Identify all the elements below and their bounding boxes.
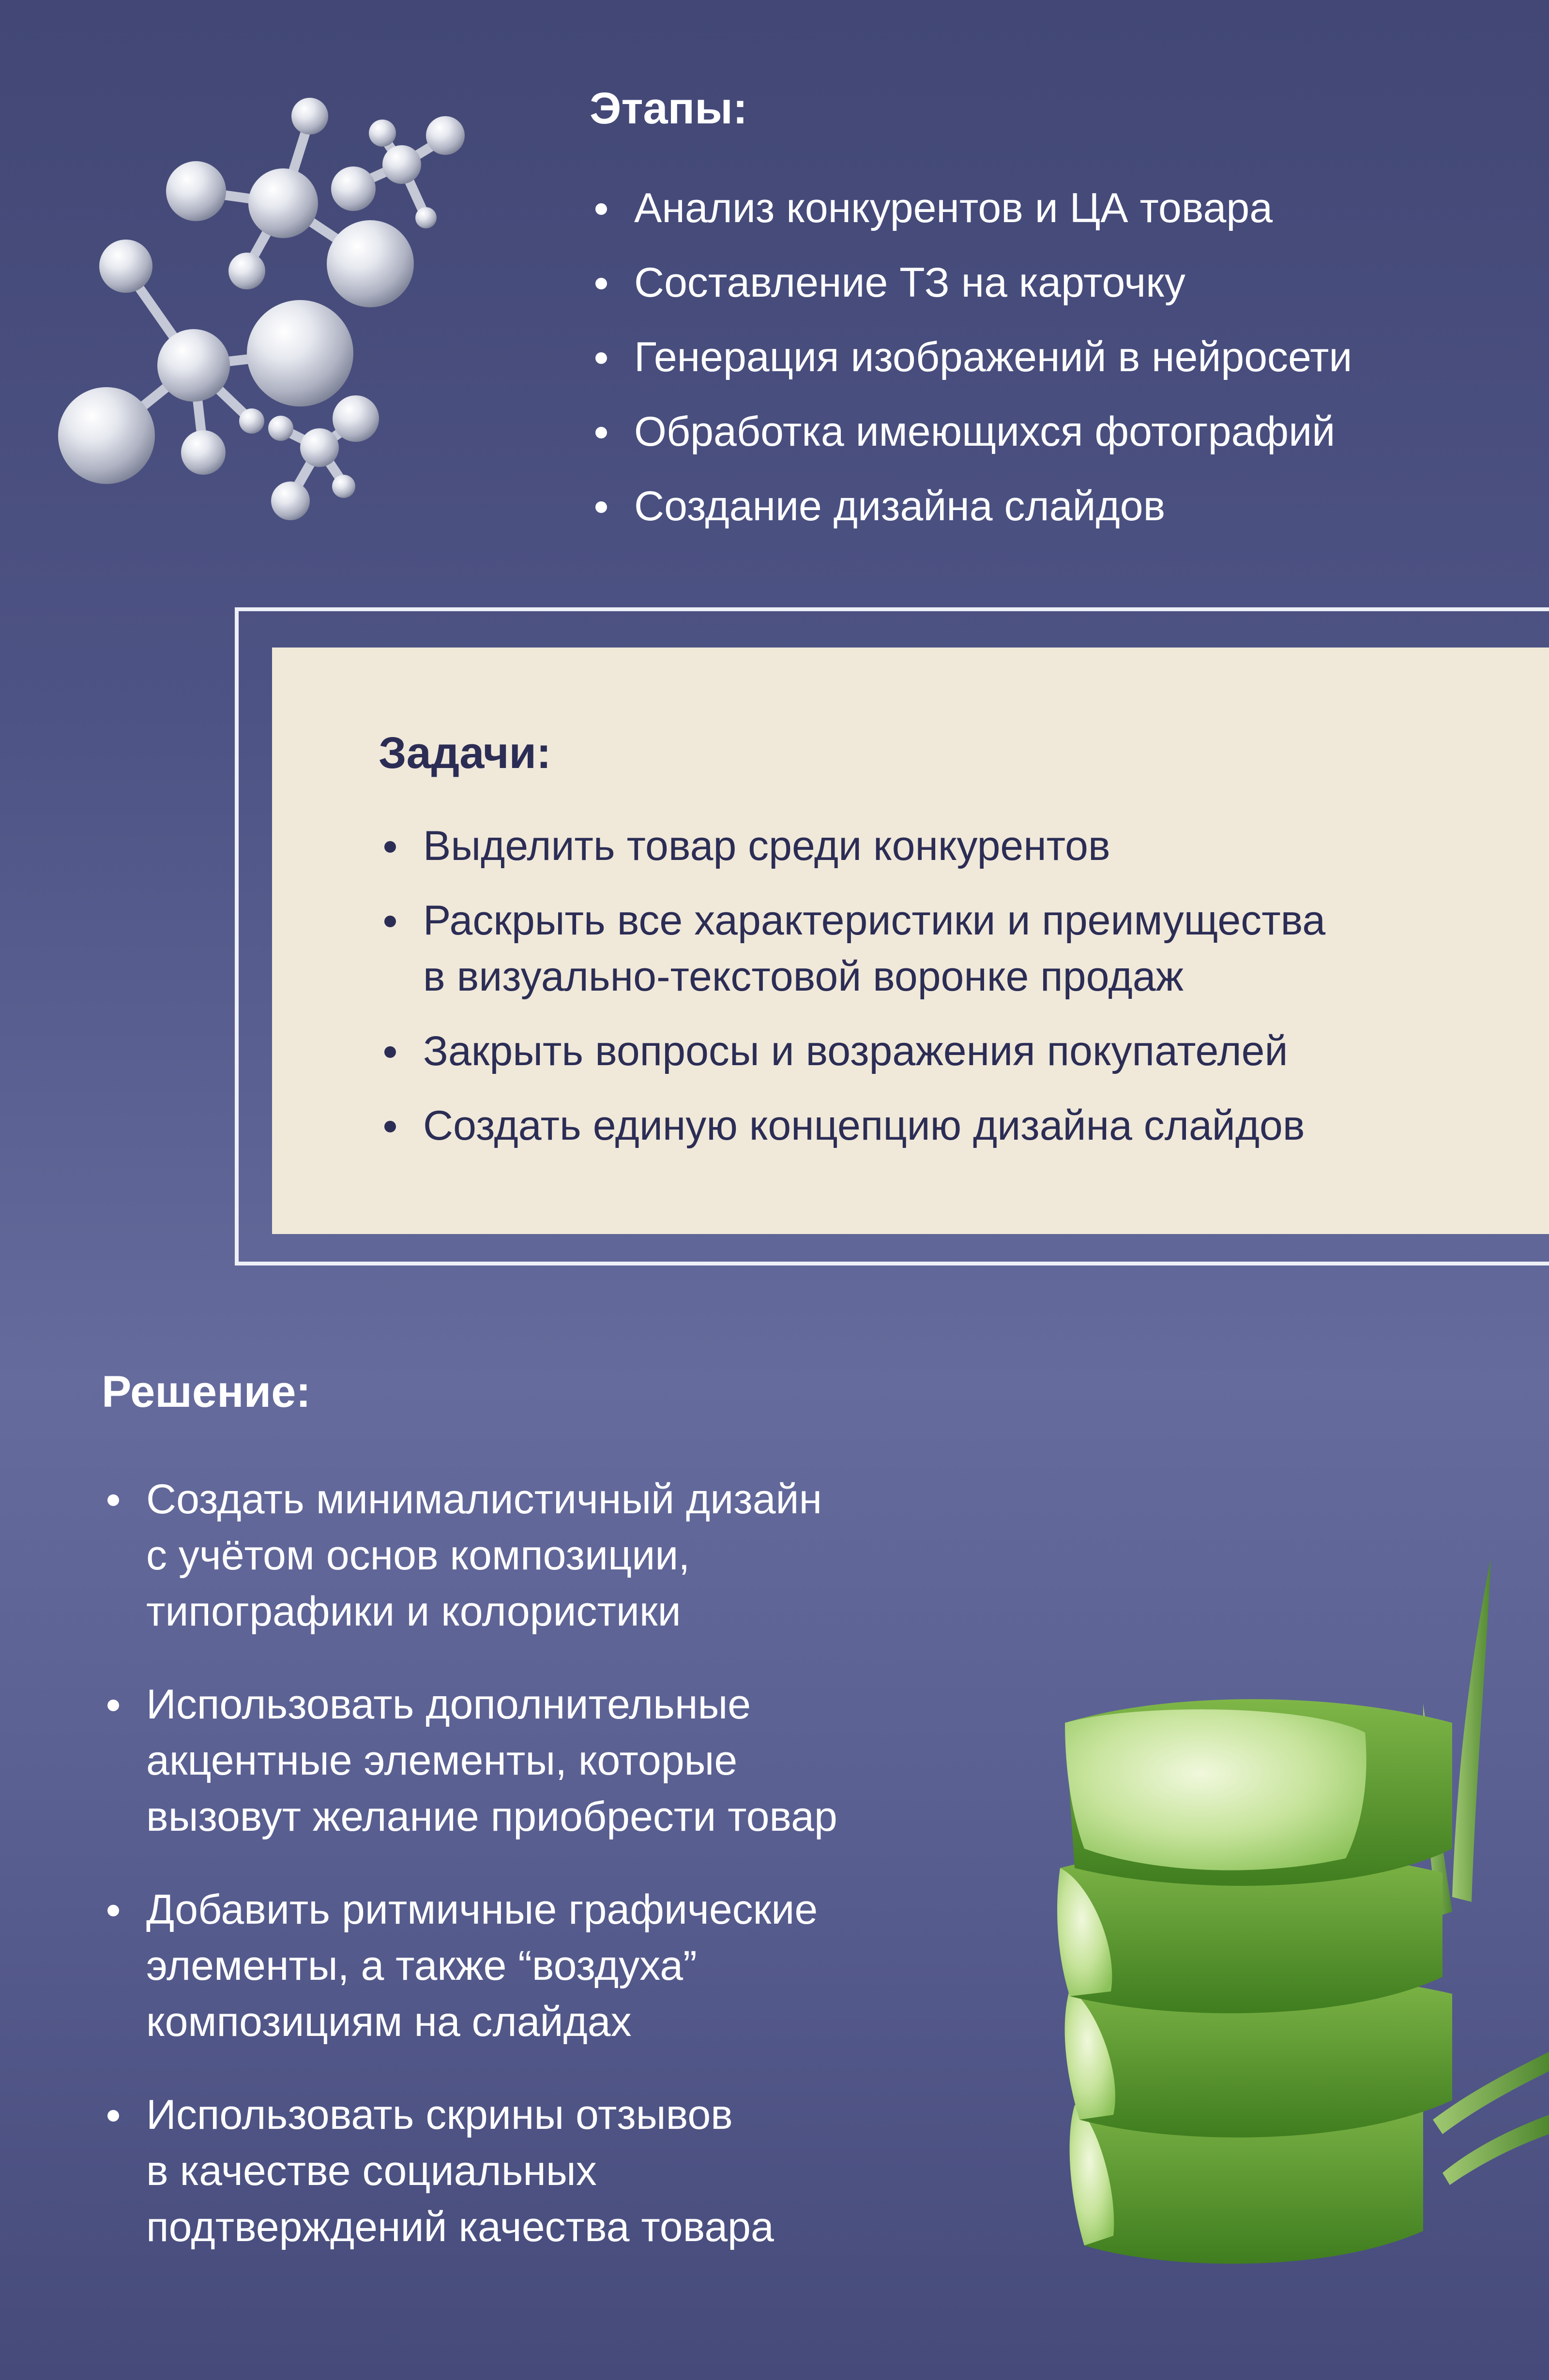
molecule-illustration <box>39 73 474 532</box>
stages-list <box>590 180 1538 553</box>
list-item: Составление ТЗ на карточку <box>590 255 1538 311</box>
solution-list <box>102 1471 1021 2292</box>
list-item: Выделить товар среди конкурентов <box>379 818 1531 874</box>
list-item: Создать минималистичный дизайн с учётом основ композиции, типографики и колористики <box>102 1471 1021 1640</box>
list-item: Создать единую концепцию дизайна слайдов <box>379 1098 1531 1154</box>
list-item: Использовать скрины отзывов в качестве социальных подтверждений качества товара <box>102 2087 1021 2255</box>
list-item: Использовать дополнительные акцентные элементы, которые вызовут желание приобрести товар <box>102 1676 1021 1845</box>
aloe-illustration <box>1055 1558 1549 2294</box>
list-item: Добавить ритмичные графические элементы, а также “воздуха” композициям на слайдах <box>102 1882 1021 2050</box>
tasks-list <box>379 818 1531 1172</box>
list-item: Обработка имеющихся фотографий <box>590 404 1538 460</box>
list-item: Создание дизайна слайдов <box>590 478 1538 534</box>
tasks-title: Задачи: <box>379 728 551 778</box>
solution-title: Решение: <box>102 1367 311 1416</box>
list-item: Анализ конкурентов и ЦА товара <box>590 180 1538 236</box>
list-item: Закрыть вопросы и возражения покупателей <box>379 1023 1531 1079</box>
stages-title: Этапы: <box>590 84 748 133</box>
list-item: Раскрыть все характеристики и преимущества в визуально-текстовой воронке продаж <box>379 892 1531 1005</box>
list-item: Генерация изображений в нейросети <box>590 329 1538 385</box>
